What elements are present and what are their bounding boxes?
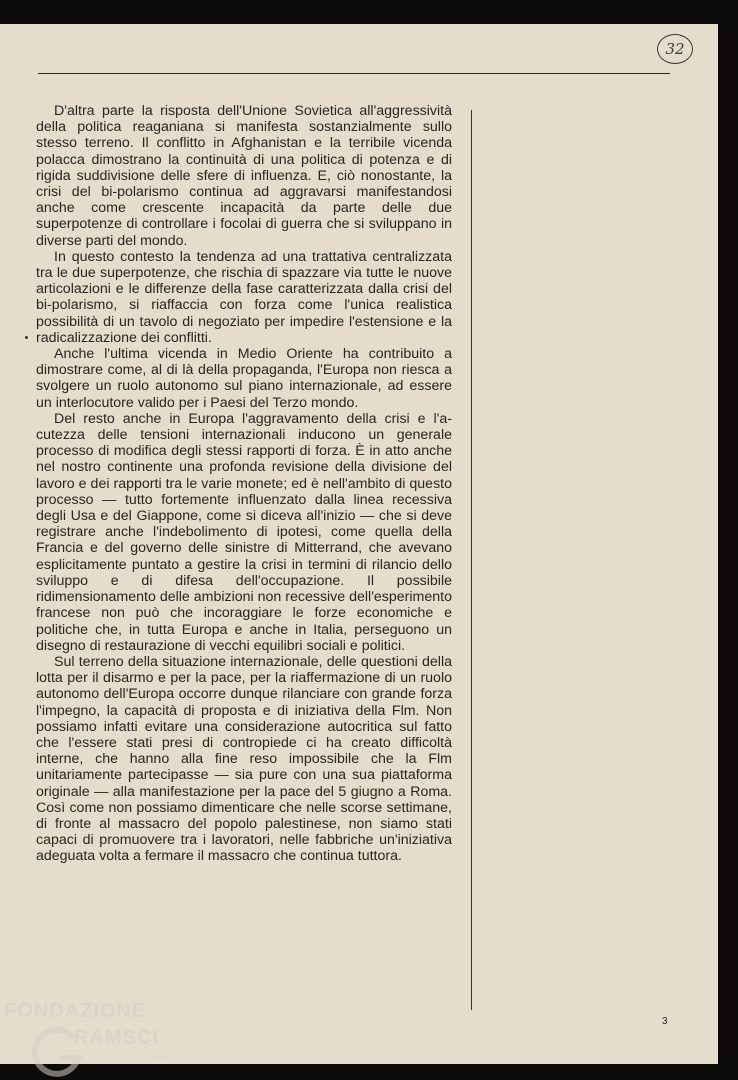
stray-mark (25, 336, 28, 339)
paragraph: Sul terreno della situazione internazionale, delle questioni della lotta per il disarmo e per la pace, per la riaffermazione di un ruolo autonomo dell'Europa occorre dunque rilanciare con grande forza l'impegno, la capacità di proposta e di iniziativa della Flm. Non possiamo infatti evitare una considerazione autocritica sul fatto che l'essere stati presi di contropiede ci ha creato difficoltà interne, che hanno alla fine reso impossibile che la Flm unitariamente partecipasse — sia pure con una sua piattaforma originale — alla manifestazione per la pace del 5 giugno a Roma. Così come non possiamo dimenticare che nelle scorse settimane, di fronte al massacro del popolo palestinese, non siamo stati capaci di promuovere tra i lavoratori, nelle fabbriche un'iniziativa adeguata volta a fermare il massacro che continua tuttora. (36, 653, 452, 865)
page-number: 3 (662, 1016, 668, 1027)
document-page (0, 24, 718, 1064)
body-text (36, 103, 452, 865)
watermark-onlus: onlus (150, 1052, 172, 1062)
column-rule (471, 110, 472, 1010)
handwritten-page-annotation: 32 (657, 34, 693, 64)
paragraph: Del resto anche in Europa l'aggravamento della crisi e l'acutezza delle tensioni internazionali inducono un generale processo di modifica degli stessi rapporti di forza. È in atto anche nel nostro continente una profonda revisione della divisione del lavoro e dei rapporti tra le varie monete; ed è nell'ambito di questo processo — tutto fortemente influenzato dalla linea recessiva degli Usa e del Giappone, come si diceva all'inizio — che si deve registrare anche l'indebolimento di ipotesi, come quella della Francia e del governo delle sinistre di Mitterrand, che avevano esplicitamente puntato a gestire la crisi in termini di rilancio dello sviluppo e di difesa dell'occupazione. Il possibile ridimensionamento delle ambizioni non recessive dell'esperimento francese non può che incoraggiare le forze economiche e politiche che, in tutta Europa e anche in Italia, perseguono un disegno di restaurazione di vecchi equilibri sociali e politici. (36, 410, 452, 654)
top-rule (38, 73, 670, 74)
watermark-line1: FONDAZIONE (4, 1000, 147, 1022)
paragraph: In questo contesto la tendenza ad una trattativa centralizzata tra le due superpotenze, che rischia di spazzare via tutte le nuove articolazioni e le differenze della fase caratterizzata dalla crisi del bi-polarismo, si riaffaccia con forza come l'unica realistica possibilità di un tavolo di negoziato per impedire l'estensione e la radicalizzazione dei conflitti. (36, 248, 452, 346)
paragraph: Anche l'ultima vicenda in Medio Oriente ha contribuito a dimostrare come, al di là della propaganda, l'Europa non riesca a svolgere un ruolo autonomo sul piano internazionale, ad essere un interlocutore valido per i Paesi del Terzo mondo. (36, 346, 452, 411)
watermark-line2: RAMSCI (74, 1027, 159, 1049)
paragraph: D'altra parte la risposta dell'Unione Sovietica all'aggressività della politica reaganiana si manifesta sostanzialmente sullo stesso terreno. Il conflitto in Afghanistan e la terribile vicenda polacca dimostrano la continuità di una politica di potenza e di rigida suddivisione delle sfere di influenza. E, ciò nonostante, la crisi del bi-polarismo continua ad aggravarsi manifestandosi anche come crescente incapacità da parte delle due superpotenze di controllare i focolai di guerra che si sviluppano in diverse parti del mondo. (36, 103, 452, 249)
fondazione-gramsci-watermark (4, 1000, 204, 1080)
